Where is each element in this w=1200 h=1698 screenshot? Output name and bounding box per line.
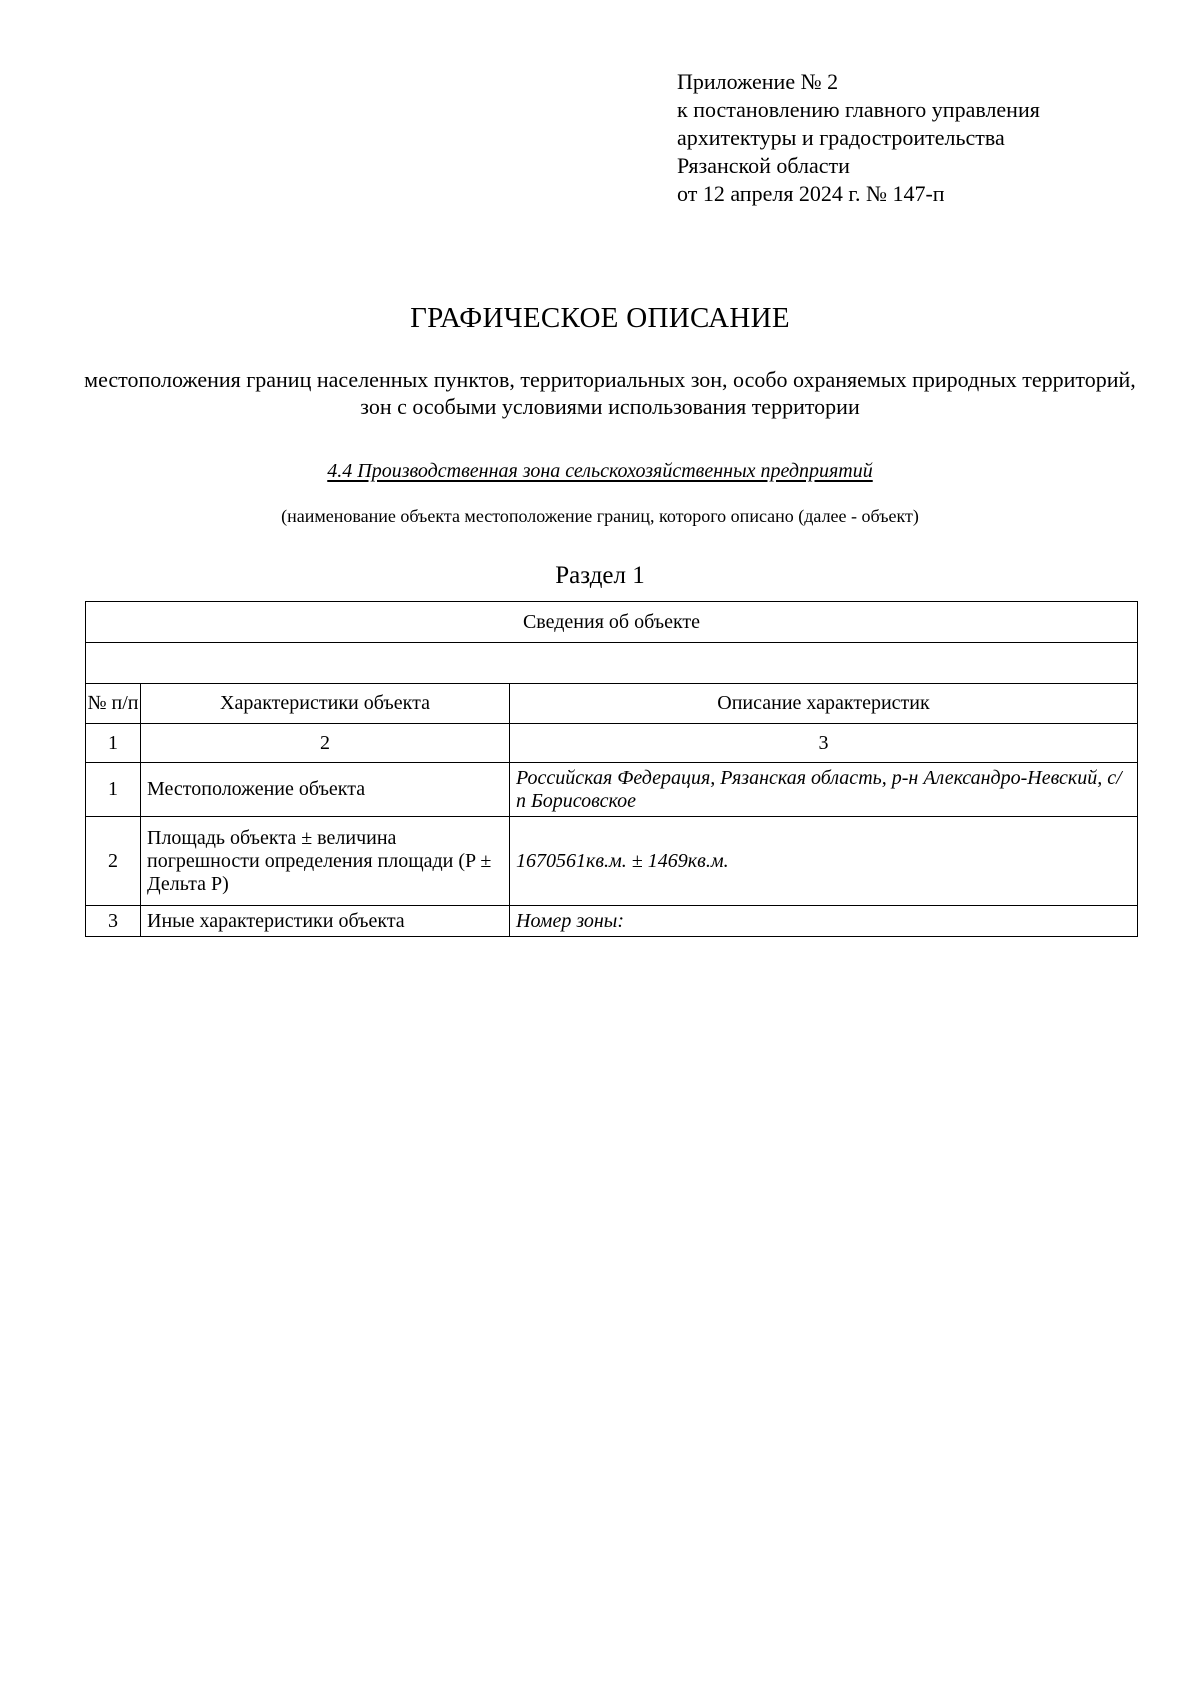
appendix-line: к постановлению главного управления xyxy=(677,97,1040,122)
table-column-numbers-row xyxy=(86,724,1138,763)
row-characteristic: Площадь объекта ± величина погрешности определения площади (P ± Дельта P) xyxy=(141,817,510,906)
row-description: Российская Федерация, Рязанская область, р-н Александро-Невский, с/п Борисовское xyxy=(510,763,1138,817)
document-subtitle: местоположения границ населенных пунктов, территориальных зон, особо охраняемых природных территорий, зон с особыми условиями использования территории xyxy=(84,367,1136,419)
row-description: Номер зоны: xyxy=(510,906,1138,937)
row-number: 2 xyxy=(86,817,141,906)
column-header-description: Описание характеристик xyxy=(510,684,1138,724)
table-row xyxy=(86,817,1138,906)
column-number: 1 xyxy=(86,724,141,763)
table-heading-row xyxy=(86,602,1138,643)
row-characteristic: Иные характеристики объекта xyxy=(141,906,510,937)
section-title: Раздел 1 xyxy=(555,562,645,589)
object-info-table xyxy=(85,601,1138,937)
appendix-line: архитектуры и градостроительства xyxy=(677,125,1005,150)
row-description: 1670561кв.м. ± 1469кв.м. xyxy=(510,817,1138,906)
object-name-caption: (наименование объекта местоположение границ, которого описано (далее - объект) xyxy=(281,506,919,526)
object-name xyxy=(0,460,1200,483)
appendix-line: Рязанской области xyxy=(677,153,850,178)
table-heading: Сведения об объекте xyxy=(86,602,1138,643)
appendix-line: от 12 апреля 2024 г. № 147-п xyxy=(677,181,945,206)
row-characteristic: Местоположение объекта xyxy=(141,763,510,817)
document-title: ГРАФИЧЕСКОЕ ОПИСАНИЕ xyxy=(410,302,790,334)
table-row xyxy=(86,763,1138,817)
object-name-text: 4.4 Производственная зона сельскохозяйственных предприятий xyxy=(327,460,873,482)
row-number: 1 xyxy=(86,763,141,817)
appendix-header xyxy=(677,68,1040,208)
table-header-row xyxy=(86,684,1138,724)
appendix-line: Приложение № 2 xyxy=(677,69,839,94)
column-number: 3 xyxy=(510,724,1138,763)
table-empty-cell xyxy=(86,643,1138,684)
column-header-num: № п/п xyxy=(86,684,141,724)
column-number: 2 xyxy=(141,724,510,763)
row-number: 3 xyxy=(86,906,141,937)
column-header-characteristic: Характеристики объекта xyxy=(141,684,510,724)
table-row xyxy=(86,906,1138,937)
table-empty-row xyxy=(86,643,1138,684)
